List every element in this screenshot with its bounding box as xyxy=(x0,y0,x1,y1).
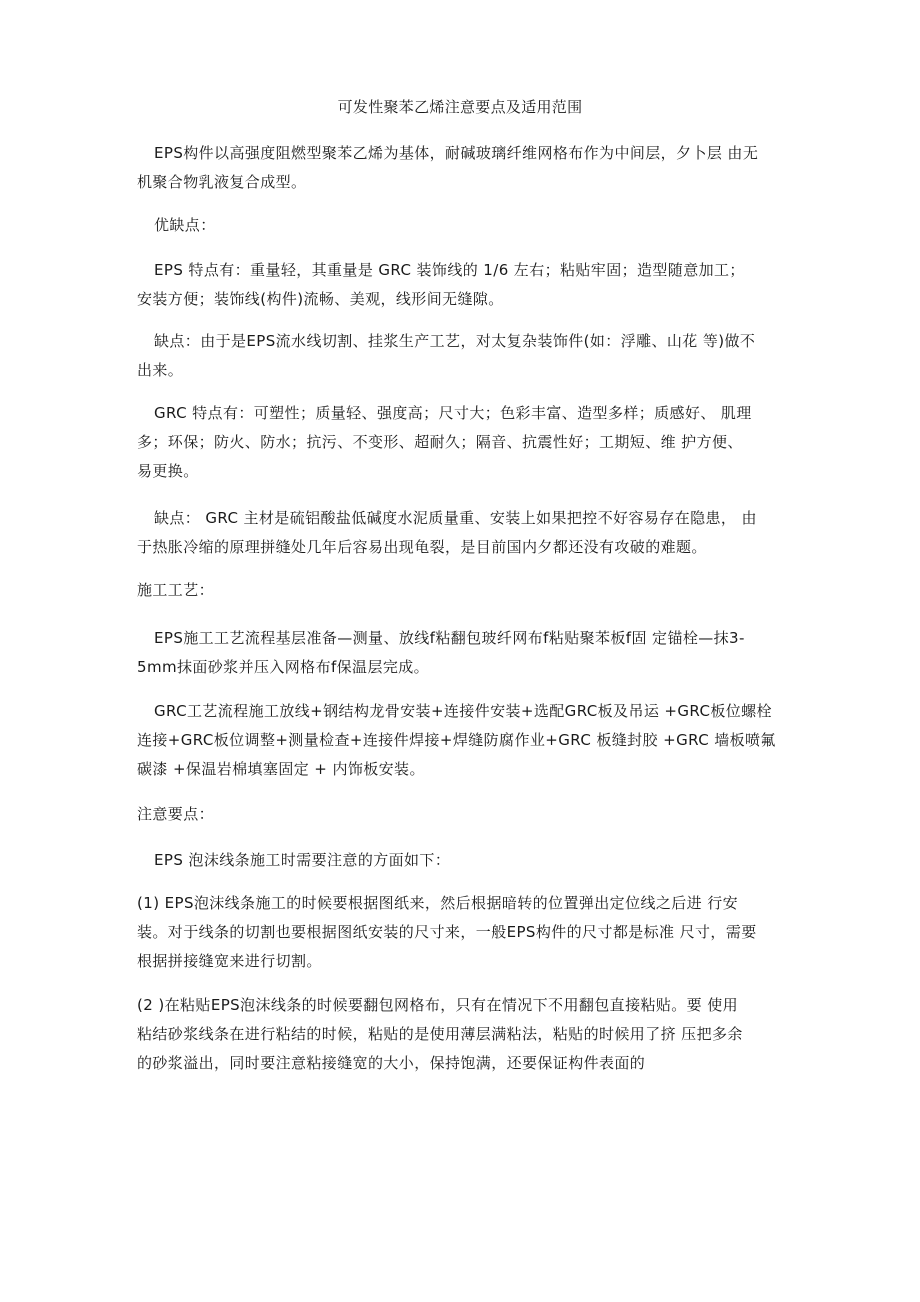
text-line: 缺点：由于是EPS流水线切割、挂浆生产工艺，对太复杂装饰件(如：浮雕、山花 等)做不 xyxy=(154,332,756,350)
heading-construction-process xyxy=(137,576,805,605)
paragraph-eps-drawbacks xyxy=(137,327,805,385)
text-line: 易更换。 xyxy=(137,462,199,480)
text-line: 优缺点： xyxy=(154,216,216,234)
heading-pros-cons xyxy=(137,211,805,240)
text-line: 缺点： GRC 主材是硫铝酸盐低碱度水泥质量重、安装上如果把控不好容易存在隐患， 由 xyxy=(154,509,757,527)
text-line: 多；环保；防火、防水；抗污、不变形、超耐久；隔音、抗震性好；工期短、维 护方便、 xyxy=(137,433,743,451)
paragraph-eps-foam-intro xyxy=(137,846,805,875)
text-line: 装。对于线条的切割也要根据图纸安装的尺寸来，一般EPS构件的尺寸都是标准 尺寸，需要 xyxy=(137,923,757,941)
text-line: 施工工艺： xyxy=(137,581,215,599)
text-line: 注意要点： xyxy=(137,805,215,823)
text-line: EPS施工工艺流程基层准备—测量、放线f粘翻包玻纤网布f粘贴聚苯板f固 定锚栓—抹3- xyxy=(154,629,745,647)
text-line: 机聚合物乳液复合成型。 xyxy=(137,173,307,191)
text-line: (1) EPS泡沫线条施工的时候要根据图纸来，然后根据暗转的位置弹出定位线之后进 行安 xyxy=(137,894,739,912)
paragraph-point-2 xyxy=(137,991,805,1078)
paragraph-eps-features xyxy=(137,256,805,314)
text-line: EPS构件以高强度阻燃型聚苯乙烯为基体，耐碱玻璃纤维网格布作为中间层，夕卜层 由无 xyxy=(154,144,759,162)
text-line: GRC工艺流程施工放线+钢结构龙骨安装+连接件安装+选配GRC板及吊运 +GRC板位螺栓 xyxy=(154,702,772,720)
paragraph-grc-features xyxy=(137,399,805,486)
text-line: EPS 泡沫线条施工时需要注意的方面如下： xyxy=(154,851,451,869)
paragraph-grc-drawbacks xyxy=(137,504,805,562)
paragraph-grc-process xyxy=(137,697,805,784)
paragraph-point-1 xyxy=(137,889,805,976)
text-line: 粘结砂浆线条在进行粘结的时候，粘贴的是使用薄层满粘法，粘贴的时候用了挤 压把多余 xyxy=(137,1025,743,1043)
text-line: GRC 特点有：可塑性；质量轻、强度高；尺寸大；色彩丰富、造型多样；质感好、 肌理 xyxy=(154,404,752,422)
text-line: 的砂浆溢出，同时要注意粘接缝宽的大小，保持饱满，还要保证构件表面的 xyxy=(137,1054,646,1072)
text-line: 5mm抹面砂浆并压入网格布f保温层完成。 xyxy=(137,658,430,676)
text-line: 于热胀冷缩的原理拼缝处几年后容易出现龟裂，是目前国内夕都还没有攻破的难题。 xyxy=(137,538,707,556)
heading-key-points xyxy=(137,800,805,829)
text-line: (2 )在粘贴EPS泡沫线条的时候要翻包网格布，只有在情况下不用翻包直接粘贴。要 使用 xyxy=(137,996,739,1014)
text-line: 根据拼接缝宽来进行切割。 xyxy=(137,952,322,970)
paragraph-eps-process xyxy=(137,624,805,682)
text-line: 安装方便；装饰线(构件)流畅、美观，线形间无缝隙。 xyxy=(137,290,504,308)
text-line: 连接+GRC板位调整+测量检查+连接件焊接+焊缝防腐作业+GRC 板缝封胶 +GRC 墙板喷氟 xyxy=(137,731,776,749)
document-title: 可发性聚苯乙烯注意要点及适用范围 xyxy=(337,98,583,116)
text-line: EPS 特点有：重量轻，其重量是 GRC 装饰线的 1/6 左右；粘贴牢固；造型随意加工； xyxy=(154,261,745,279)
paragraph-eps-composition xyxy=(137,139,805,197)
text-line: 碳漆 +保温岩棉填塞固定 + 内饰板安装。 xyxy=(137,760,425,778)
text-line: 出来。 xyxy=(137,361,184,379)
